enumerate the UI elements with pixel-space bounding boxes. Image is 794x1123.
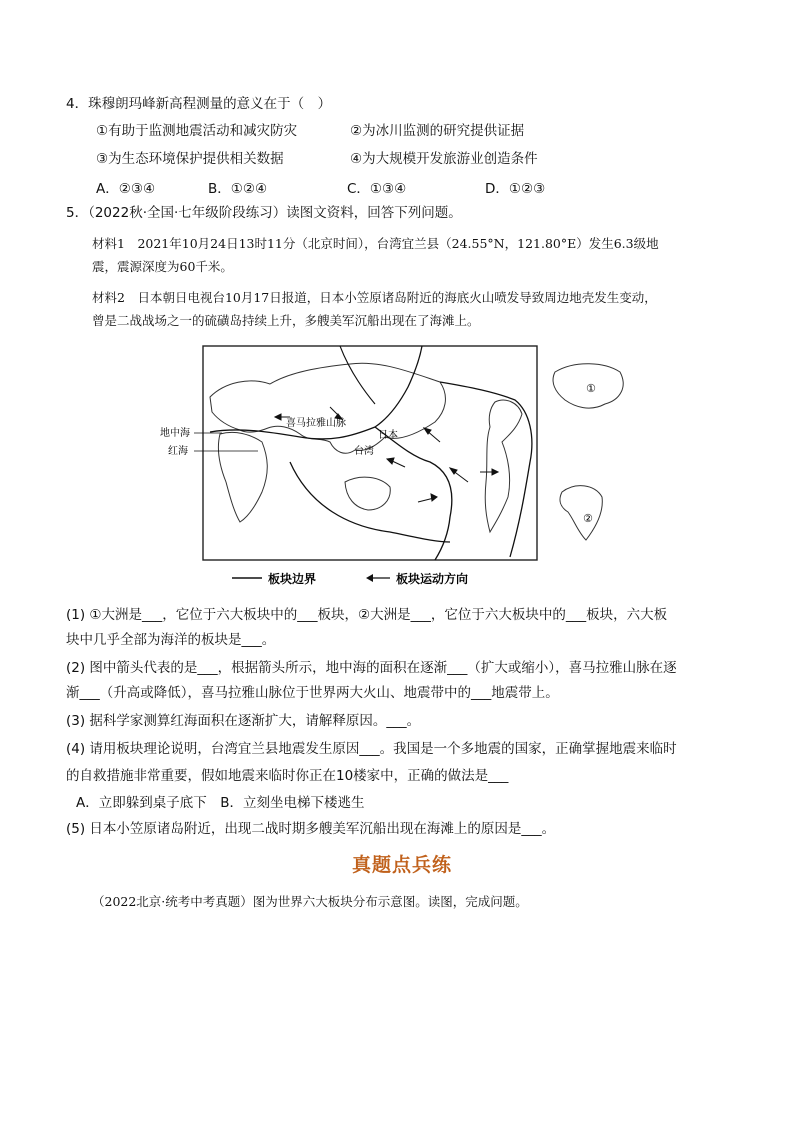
label-himalaya: 喜马拉雅山脉 bbox=[286, 418, 346, 429]
q4-choice-c[interactable]: C．①③④ bbox=[347, 181, 407, 197]
eurasia-outline bbox=[210, 363, 445, 453]
q5-sub5: (5) 日本小笠原诸岛附近，出现二战时期多艘美军沉船出现在海滩上的原因是___。 bbox=[66, 821, 556, 837]
label-circle-2: ② bbox=[583, 512, 593, 525]
inset-africa-outline bbox=[560, 486, 602, 540]
q5-sub4-cont: 的自救措施非常重要，假如地震来临时你正在10楼家中，正确的做法是___ bbox=[66, 768, 509, 784]
legend-boundary-label: 板块边界 bbox=[268, 572, 317, 586]
q4-statement-2: ②为冰川监测的研究提供证据 bbox=[350, 123, 525, 139]
label-red-sea: 红海 bbox=[168, 446, 188, 457]
q4-statement-4: ④为大规模开发旅游业创造条件 bbox=[350, 151, 538, 167]
q5-material2-line2: 曾是二战战场之一的硫磺岛持续上升，多艘美军沉船出现在了海滩上。 bbox=[92, 313, 480, 328]
q4-stem: 4．珠穆朗玛峰新高程测量的意义在于（ ） bbox=[66, 96, 332, 112]
q4-statement-3: ③为生态环境保护提供相关数据 bbox=[96, 151, 284, 167]
q5-stem: 5．（2022秋·全国·七年级阶段练习）读图文资料，回答下列问题。 bbox=[66, 205, 462, 221]
plate-map-figure bbox=[150, 342, 650, 592]
q4-statement-1: ①有助于监测地震活动和减灾防灾 bbox=[96, 123, 298, 139]
boundary-pacific-west bbox=[375, 427, 452, 560]
australia-outline bbox=[345, 477, 390, 510]
label-taiwan: 台湾 bbox=[354, 446, 374, 457]
section-title: 真题点兵练 bbox=[352, 854, 453, 876]
americas-outline bbox=[485, 400, 522, 532]
q5-sub4: (4) 请用板块理论说明，台湾宜兰县地震发生原因___。我国是一个多地震的国家，正确掌握地震来临时 bbox=[66, 741, 677, 757]
africa-outline bbox=[218, 432, 267, 522]
q5-sub2-cont: 渐___（升高或降低），喜马拉雅山脉位于世界两大火山、地震带中的___地震带上。 bbox=[66, 685, 559, 701]
q4-choice-d[interactable]: D．①②③ bbox=[485, 181, 546, 197]
q5-material1-line2: 震，震源深度为60千米。 bbox=[92, 259, 233, 274]
q5-sub4-options[interactable]: A．立即躲到桌子底下 B．立刻坐电梯下楼逃生 bbox=[76, 795, 365, 811]
q6-stem: （2022北京·统考中考真题）图为世界六大板块分布示意图。读图，完成问题。 bbox=[92, 894, 528, 909]
q4-choice-a[interactable]: A．②③④ bbox=[96, 181, 156, 197]
q5-sub3: (3) 据科学家测算红海面积在逐渐扩大，请解释原因。___。 bbox=[66, 713, 421, 729]
plate-map-svg bbox=[150, 342, 650, 592]
legend-direction-label: 板块运动方向 bbox=[396, 572, 469, 586]
label-japan: 日本 bbox=[378, 430, 398, 441]
q5-sub1: (1) ①大洲是___，它位于六大板块中的___板块，②大洲是___，它位于六大板块中的___板块，六大板 bbox=[66, 607, 668, 623]
q4-choice-b[interactable]: B．①②④ bbox=[208, 181, 268, 197]
q5-sub1-cont: 块中几乎全部为海洋的板块是___。 bbox=[66, 632, 276, 648]
label-circle-1: ① bbox=[586, 382, 596, 395]
boundary-north bbox=[340, 346, 375, 404]
q5-material2-line1: 材料2 日本朝日电视台10月17日报道，日本小笠原诸岛附近的海底火山喷发导致周边地壳发生变动， bbox=[92, 290, 657, 305]
q5-sub2: (2) 图中箭头代表的是___，根据箭头所示，地中海的面积在逐渐___（扩大或缩小），喜马拉雅山脉在逐 bbox=[66, 660, 677, 676]
boundary-indian-ocean bbox=[290, 462, 450, 542]
q5-material1-line1: 材料1 2021年10月24日13时11分（北京时间），台湾宜兰县（24.55°N，121.80°E）发生6.3级地 bbox=[92, 236, 659, 251]
label-mediterranean: 地中海 bbox=[160, 428, 190, 439]
